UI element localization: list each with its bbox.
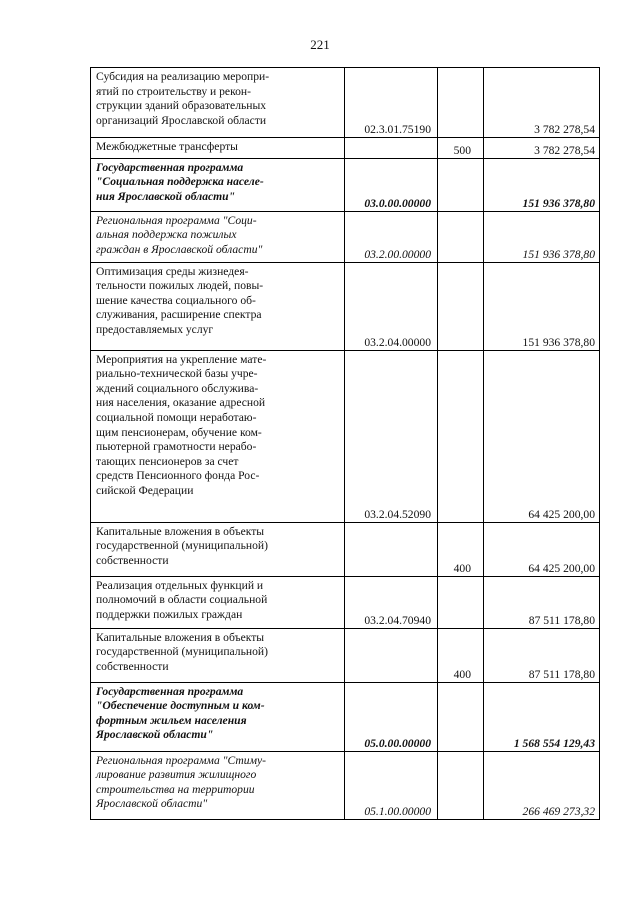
- table-row: [91, 682, 600, 751]
- row-sum: 151 936 378,80: [484, 158, 600, 211]
- budget-table: [90, 67, 600, 820]
- table-row: [91, 68, 600, 138]
- row-name: Капитальные вложения в объекты государственной (муниципальной) собственности: [91, 522, 345, 576]
- row-vr-code: 400: [438, 628, 484, 682]
- row-vr-code: [438, 158, 484, 211]
- row-name: Реализация отдельных функций и полномочий в области социальной поддержки пожилых граждан: [91, 576, 345, 628]
- table-row: [91, 576, 600, 628]
- row-vr-code: 500: [438, 138, 484, 159]
- table-row: [91, 628, 600, 682]
- row-name: Оптимизация среды жизнедея- тельности пожилых людей, повы- шение качества социального об- служивания, расширение спектра предоставляемых услуг: [91, 262, 345, 350]
- row-sum: 151 936 378,80: [484, 211, 600, 262]
- row-sum: 87 511 178,80: [484, 576, 600, 628]
- table-row: [91, 751, 600, 819]
- row-vr-code: [438, 350, 484, 522]
- row-name: Региональная программа "Стиму- лирование развития жилищного строительства на территории Ярославской области": [91, 751, 345, 819]
- row-csr-code: [345, 628, 438, 682]
- row-name: Межбюджетные трансферты: [91, 138, 345, 159]
- row-sum: 87 511 178,80: [484, 628, 600, 682]
- row-sum: 3 782 278,54: [484, 138, 600, 159]
- row-vr-code: [438, 576, 484, 628]
- row-csr-code: 05.1.00.00000: [345, 751, 438, 819]
- row-csr-code: 03.2.04.52090: [345, 350, 438, 522]
- row-csr-code: [345, 138, 438, 159]
- row-sum: 1 568 554 129,43: [484, 682, 600, 751]
- row-sum: 151 936 378,80: [484, 262, 600, 350]
- row-csr-code: 03.2.00.00000: [345, 211, 438, 262]
- row-sum: 266 469 273,32: [484, 751, 600, 819]
- row-name: Субсидия на реализацию меропри- ятий по строительству и рекон- струкции зданий образовательных организаций Ярославской области: [91, 68, 345, 138]
- row-vr-code: [438, 262, 484, 350]
- row-csr-code: 03.0.00.00000: [345, 158, 438, 211]
- table-row: [91, 211, 600, 262]
- row-vr-code: [438, 751, 484, 819]
- table-row: [91, 138, 600, 159]
- row-name: Государственная программа "Социальная поддержка населе- ния Ярославской области": [91, 158, 345, 211]
- table-row: [91, 158, 600, 211]
- row-vr-code: [438, 68, 484, 138]
- row-vr-code: [438, 682, 484, 751]
- row-csr-code: 03.2.04.00000: [345, 262, 438, 350]
- row-name: Региональная программа "Соци- альная поддержка пожилых граждан в Ярославской области": [91, 211, 345, 262]
- row-vr-code: 400: [438, 522, 484, 576]
- row-csr-code: 03.2.04.70940: [345, 576, 438, 628]
- table-row: [91, 262, 600, 350]
- row-vr-code: [438, 211, 484, 262]
- row-name: Государственная программа "Обеспечение доступным и ком- фортным жильем населения Ярославской области": [91, 682, 345, 751]
- row-sum: 64 425 200,00: [484, 522, 600, 576]
- table-row: [91, 350, 600, 522]
- row-name: Мероприятия на укрепление мате- риально-технической базы учре- ждений социального обслужива- ния населения, оказание адресной социальной помощи неработаю- щим пенсионерам, обучение ком- пьютерной грамотности нерабо- тающих пенсионеров за счет средств Пенсионного фонда Рос- сийской Федерации: [91, 350, 345, 522]
- row-sum: 3 782 278,54: [484, 68, 600, 138]
- row-name: Капитальные вложения в объекты государственной (муниципальной) собственности: [91, 628, 345, 682]
- row-csr-code: 02.3.01.75190: [345, 68, 438, 138]
- table-row: [91, 522, 600, 576]
- page-number: 221: [310, 37, 330, 52]
- row-sum: 64 425 200,00: [484, 350, 600, 522]
- row-csr-code: 05.0.00.00000: [345, 682, 438, 751]
- row-csr-code: [345, 522, 438, 576]
